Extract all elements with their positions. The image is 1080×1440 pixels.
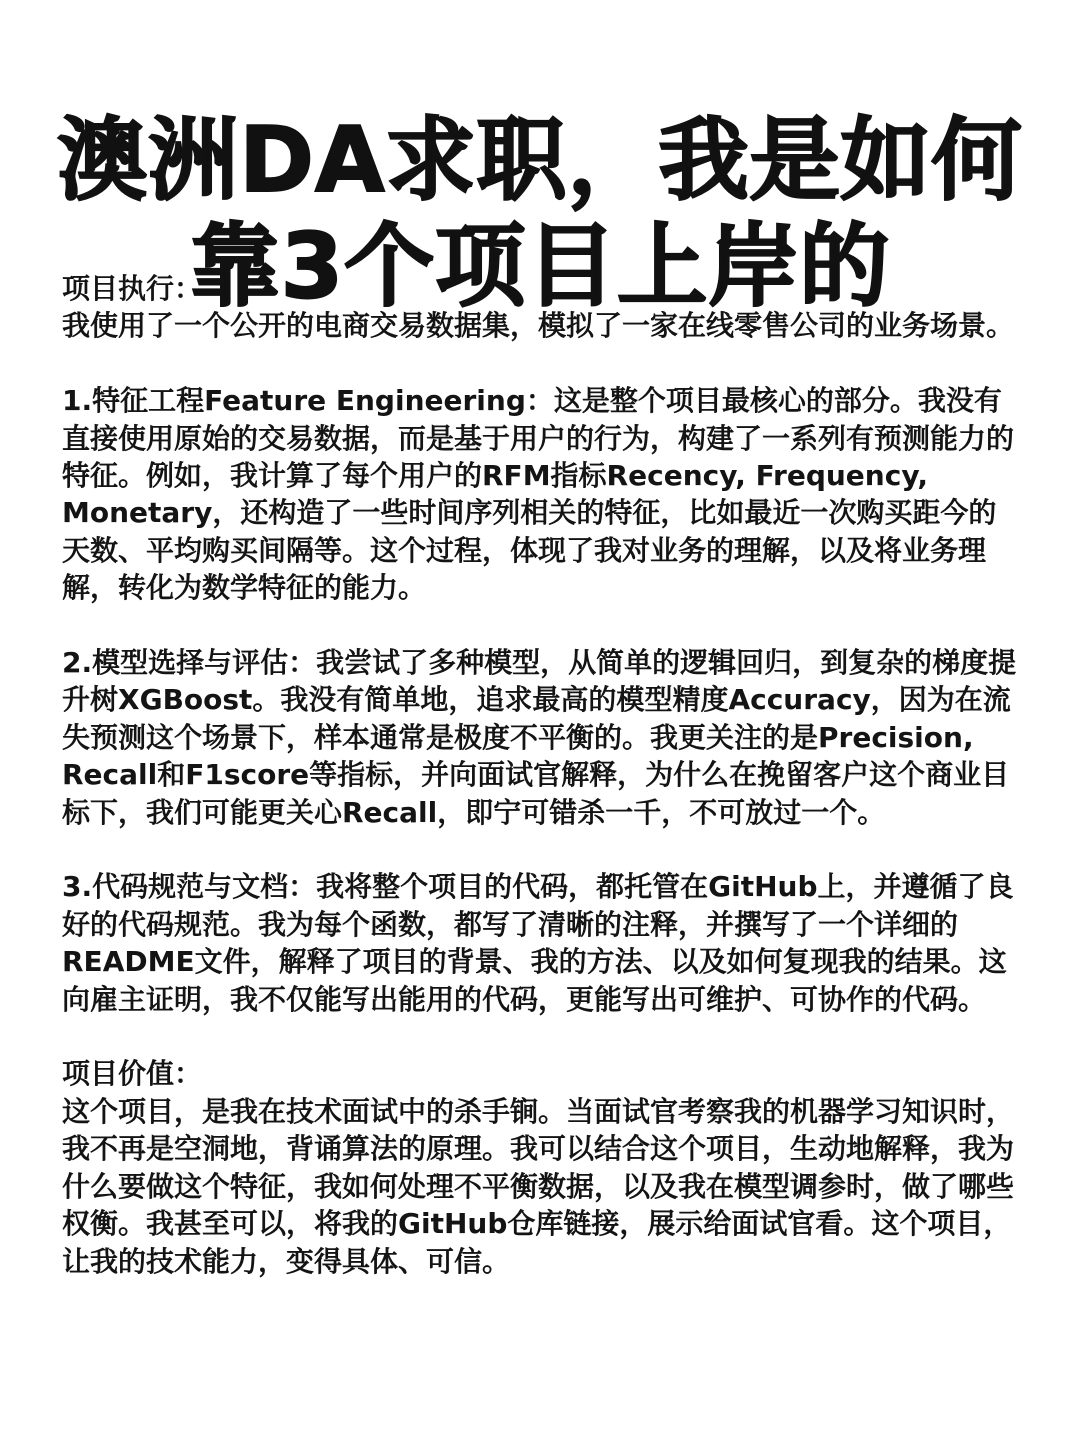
point-model-selection: 2.模型选择与评估：我尝试了多种模型，从简单的逻辑回归，到复杂的梯度提升树XGBoost。我没有简单地，追求最高的模型精度Accuracy，因为在流失预测这个场景下，样本通常是极度不平衡的。我更关注的是Precision, Recall和F1score等指标，并向面试官解释，为什么在挽留客户这个商业目标下，我们可能更关心Recall，即宁可错杀一千，不可放过一个。 xyxy=(62,646,1017,829)
paragraph-gap xyxy=(62,607,1022,644)
value-heading: 项目价值： xyxy=(62,1057,203,1091)
point-code-standards: 3.代码规范与文档：我将整个项目的代码，都托管在GitHub上，并遵循了良好的代码规范。我为每个函数，都写了清晰的注释，并撰写了一个详细的README文件，解释了项目的背景、我的方法、以及如何复现我的结果。这向雇主证明，我不仅能写出能用的代码，更能写出可维护、可协作的代码。 xyxy=(62,870,1014,1016)
point-feature-engineering: 1.特征工程Feature Engineering：这是整个项目最核心的部分。我没有直接使用原始的交易数据，而是基于用户的行为，构建了一系列有预测能力的特征。例如，我计算了每个用户的RFM指标Recency, Frequency, Monetary，还构造了一些时间序列相关的特征，比如最近一次购买距今的天数、平均购买间隔等。这个过程，体现了我对业务的理解，以及将业务理解，转化为数学特征的能力。 xyxy=(62,384,1015,605)
value-text: 这个项目，是我在技术面试中的杀手锏。当面试官考察我的机器学习知识时，我不再是空洞地，背诵算法的原理。我可以结合这个项目，生动地解释，我为什么要做这个特征，我如何处理不平衡数据，以及我在模型调参时，做了哪些权衡。我甚至可以，将我的GitHub仓库链接，展示给面试官看。这个项目，让我的技术能力，变得具体、可信。 xyxy=(62,1094,1015,1278)
title-line-2: 靠3个项目上岸的 xyxy=(189,214,891,320)
execution-intro: 我使用了一个公开的电商交易数据集，模拟了一家在线零售公司的业务场景。 xyxy=(62,309,1015,343)
paragraph-gap xyxy=(62,1018,1022,1055)
paragraph-gap xyxy=(62,831,1022,868)
paragraph-gap xyxy=(62,345,1022,382)
execution-heading: 项目执行： xyxy=(62,272,203,305)
title-line-1: 澳洲DA求职，我是如何 xyxy=(57,108,1023,214)
post-body xyxy=(62,270,1022,1280)
